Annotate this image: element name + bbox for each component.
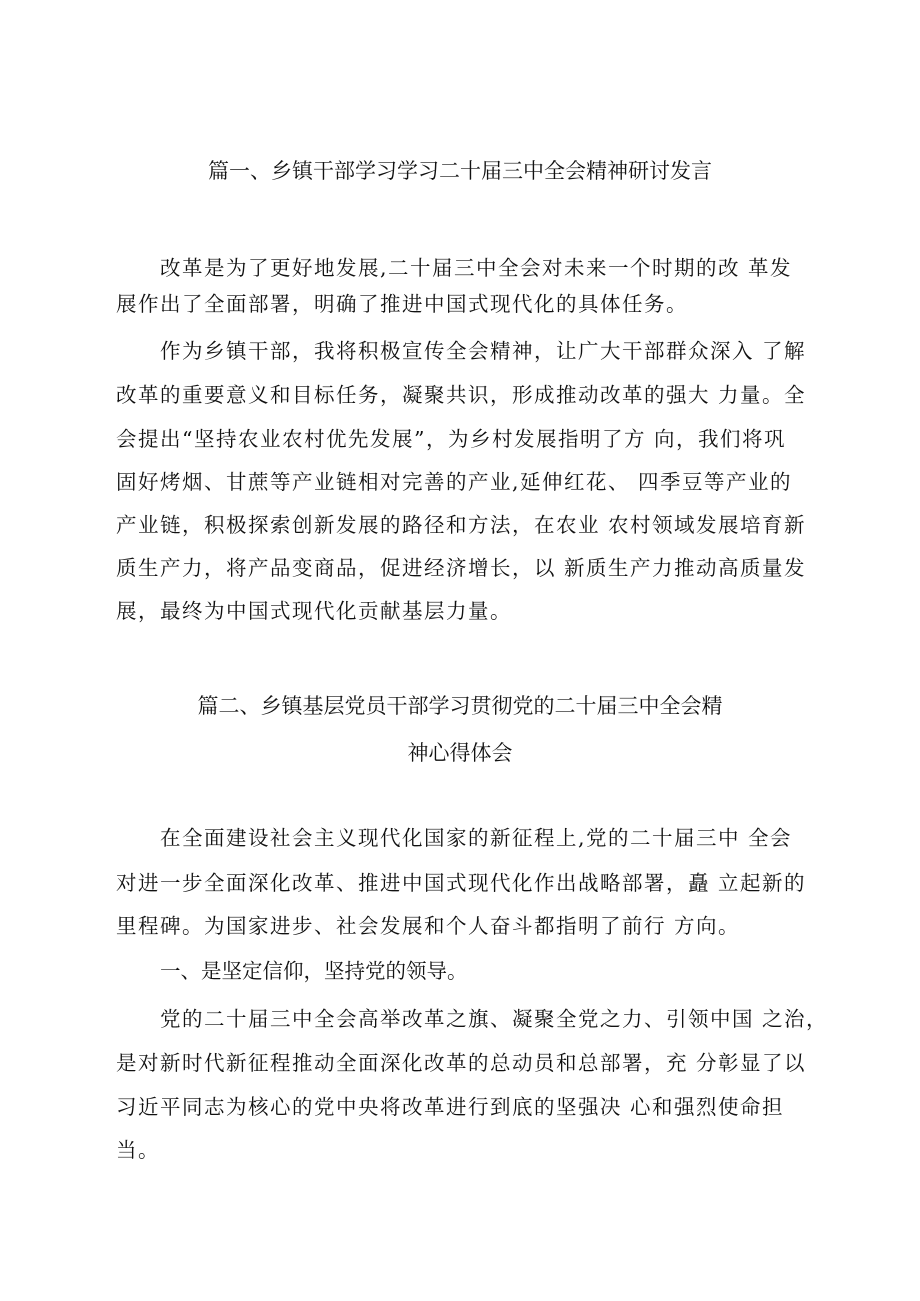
- section-1-para-2-line-4: 固好烤烟、甘蔗等产业链相对完善的产业,延伸红花、 四季豆等产业的: [116, 470, 793, 494]
- section-1-para-1-line-2: 展作出了全面部署，明确了推进中国式现代化的具体任务。: [116, 292, 688, 316]
- section-2-para-3-line-3: 习近平同志为核心的党中央将改革进行到底的坚强决 心和强烈使命担: [116, 1095, 785, 1119]
- section-1-title: 篇一、乡镇干部学习学习二十届三中全会精神研讨发言: [208, 159, 712, 183]
- section-1-para-2-line-7: 展，最终为中国式现代化贡献基层力量。: [116, 599, 512, 623]
- section-1-para-2-line-6: 质生产力，将产品变商品，促进经济增长，以 新质生产力推动高质量发: [116, 556, 807, 580]
- section-2-para-1-line-1: 在全面建设社会主义现代化国家的新征程上,党的二十届三中 全会: [160, 826, 793, 850]
- section-2-title-line-2: 神心得体会: [407, 741, 513, 765]
- section-2-title-line-1: 篇二、乡镇基层党员干部学习贯彻党的二十届三中全会精: [197, 694, 723, 718]
- section-2-subheading: 一、是坚定信仰，坚持党的领导。: [160, 959, 468, 983]
- section-2-para-3-line-2: 是对新时代新征程推动全面深化改革的总动员和总部署，充 分彰显了以: [116, 1051, 807, 1075]
- section-2-para-1-line-2: 对进一步全面深化改革、推进中国式现代化作出战略部署，矗 立起新的: [116, 871, 807, 895]
- section-1-para-2-line-1: 作为乡镇干部，我将积极宣传全会精神，让广大干部群众深入 了解: [160, 339, 807, 363]
- section-1-para-2-line-5: 产业链，积极探索创新发展的路径和方法，在农业 农村领域发展培育新: [116, 513, 807, 537]
- section-2-para-3-line-1: 党的二十届三中全会高举改革之旗、凝聚全党之力、引领中国 之治，: [160, 1007, 829, 1031]
- section-1-para-1-line-1: 改革是为了更好地发展,二十届三中全会对未来一个时期的改 革发: [160, 256, 793, 280]
- section-1-para-2-line-3: 会提出“坚持农业农村优先发展”，为乡村发展指明了方 向，我们将巩: [116, 427, 786, 451]
- section-1-para-2-line-2: 改革的重要意义和目标任务，凝聚共识，形成推动改革的强大 力量。全: [116, 383, 807, 407]
- section-2-para-3-line-4: 当。: [116, 1138, 160, 1162]
- section-2-para-1-line-3: 里程碑。为国家进步、社会发展和个人奋斗都指明了前行 方向。: [116, 914, 741, 938]
